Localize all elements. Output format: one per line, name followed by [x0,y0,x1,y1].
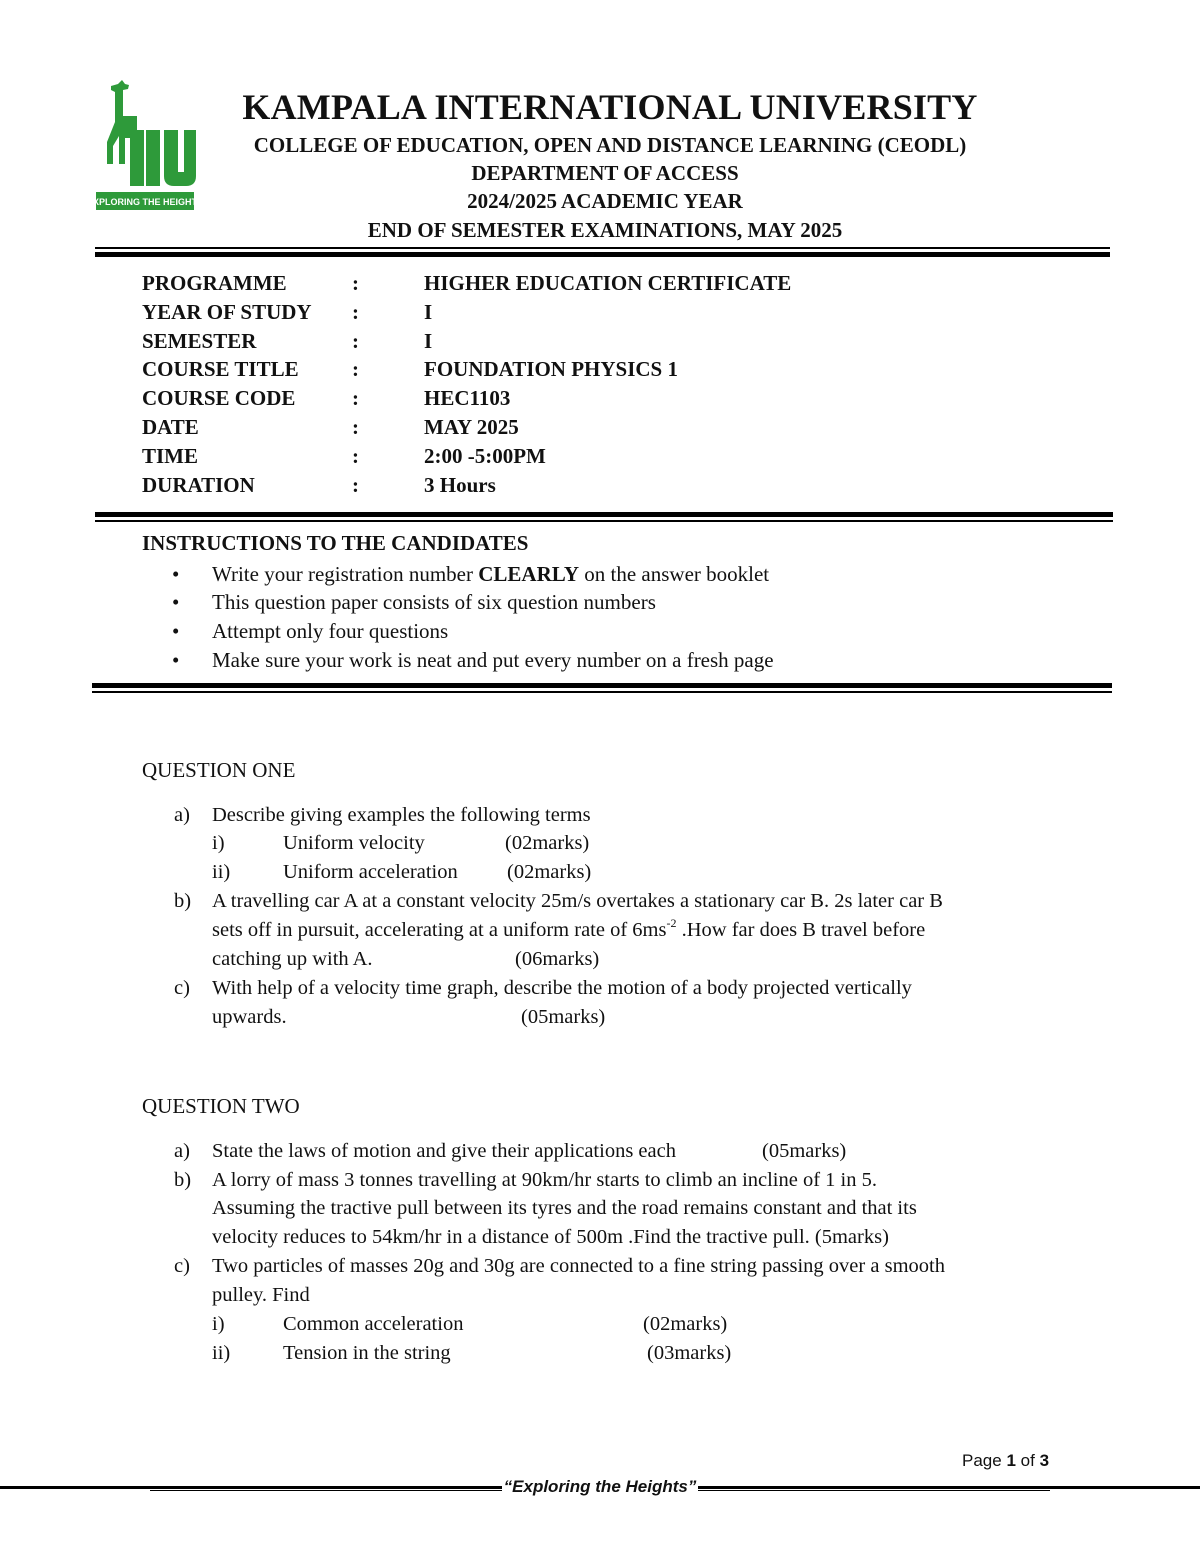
q2-a-marks: (05marks) [762,1140,847,1162]
q1-c-label: c) [174,977,190,999]
info-label: COURSE TITLE [142,357,299,381]
info-label: DURATION [142,473,255,497]
header-divider-thin [95,247,1110,249]
q1-b-superscript: -2 [666,916,677,930]
q2-c-i-label: i) [212,1313,225,1335]
q1-a-ii-text: Uniform acceleration [283,861,458,883]
info-colon: : [352,386,359,410]
info-value: I [424,300,433,324]
q1-a-i-text: Uniform velocity [283,832,425,854]
q1-c-line1: With help of a velocity time graph, describe the motion of a body projected vertically [212,977,912,999]
header-divider-thick [95,252,1110,257]
question-two-title: QUESTION TWO [142,1094,300,1118]
info-colon: : [352,271,359,295]
footer-motto: “Exploring the Heights” [503,1477,697,1496]
info-label: SEMESTER [142,329,257,353]
info-value: FOUNDATION PHYSICS 1 [424,357,678,381]
info-value: I [424,329,433,353]
instructions-divider-thick [92,683,1112,688]
q2-b-line1: A lorry of mass 3 tonnes travelling at 90km/hr starts to climb an incline of 1 in 5. [212,1169,877,1191]
info-colon: : [352,444,359,468]
q2-c-i-text: Common acceleration [283,1313,464,1335]
q2-c-line2: pulley. Find [212,1284,310,1306]
q2-c-ii-marks: (03marks) [647,1342,732,1364]
q1-a-ii-marks: (02marks) [507,861,592,883]
q2-a-text: State the laws of motion and give their applications each [212,1140,676,1162]
instructions-title: INSTRUCTIONS TO THE CANDIDATES [142,531,529,555]
q1-a-text: Describe giving examples the following terms [212,804,591,826]
q2-b-line3: velocity reduces to 54km/hr in a distance of 500m .Find the tractive pull. (5marks) [212,1226,889,1248]
q2-b-label: b) [174,1169,192,1191]
info-label: YEAR OF STUDY [142,300,312,324]
info-colon: : [352,300,359,324]
question-one-title: QUESTION ONE [142,758,296,782]
bullet-icon: • [172,590,180,614]
exam-title: END OF SEMESTER EXAMINATIONS, MAY 2025 [367,218,843,242]
q1-b-line3: catching up with A. [212,948,373,970]
q2-b-line2: Assuming the tractive pull between its tyres and the road remains constant and that its [212,1197,917,1219]
q1-c-line2: upwards. [212,1006,287,1028]
info-colon: : [352,415,359,439]
info-value: 3 Hours [424,473,496,497]
q1-a-i-label: i) [212,832,225,854]
info-label: DATE [142,415,199,439]
bullet-icon: • [172,648,180,672]
q1-b-line2: sets off in pursuit, accelerating at a uniform rate of $6ms^{-2}$ .How far does B travel before [212,916,926,941]
q2-a-label: a) [174,1140,190,1162]
info-colon: : [352,357,359,381]
info-divider-thick [95,512,1113,517]
bullet-icon: • [172,562,180,586]
info-value: MAY 2025 [424,415,519,439]
info-value: HEC1103 [424,386,511,410]
q2-c-ii-text: Tension in the string [283,1342,451,1364]
info-divider-thin [95,520,1113,522]
q1-a-label: a) [174,804,190,826]
q1-a-ii-label: ii) [212,861,231,883]
q1-a-i-marks: (02marks) [505,832,590,854]
academic-year: 2024/2025 ACADEMIC YEAR [467,189,743,213]
q2-c-ii-label: ii) [212,1342,231,1364]
university-name: KAMPALA INTERNATIONAL UNIVERSITY [242,87,978,127]
info-value: HIGHER EDUCATION CERTIFICATE [424,271,792,295]
department-name: DEPARTMENT OF ACCESS [471,161,739,185]
info-value: 2:00 -5:00PM [424,444,546,468]
college-name: COLLEGE OF EDUCATION, OPEN AND DISTANCE LEARNING (CEODL) [253,133,967,157]
instructions-divider-thin [92,691,1112,693]
q1-c-marks: (05marks) [521,1006,606,1028]
info-label: TIME [142,444,199,468]
q2-c-label: c) [174,1255,190,1277]
info-colon: : [352,329,359,353]
q1-b-marks: (06marks) [515,948,600,970]
q2-c-line1: Two particles of masses 20g and 30g are connected to a fine string passing over a smooth [212,1255,945,1277]
bullet-icon: • [172,619,180,643]
info-label: COURSE CODE [142,386,296,410]
info-label: PROGRAMME [142,271,287,295]
q2-c-i-marks: (02marks) [643,1313,728,1335]
q1-b-line1: A travelling car A at a constant velocity 25m/s overtakes a stationary car B. 2s later car B [212,890,943,912]
q1-b-label: b) [174,890,192,912]
page-number: Page 1 of 3 [962,1451,1050,1470]
logo-tagline: EXPLORING THE HEIGHTS [86,197,204,207]
info-colon: : [352,473,359,497]
